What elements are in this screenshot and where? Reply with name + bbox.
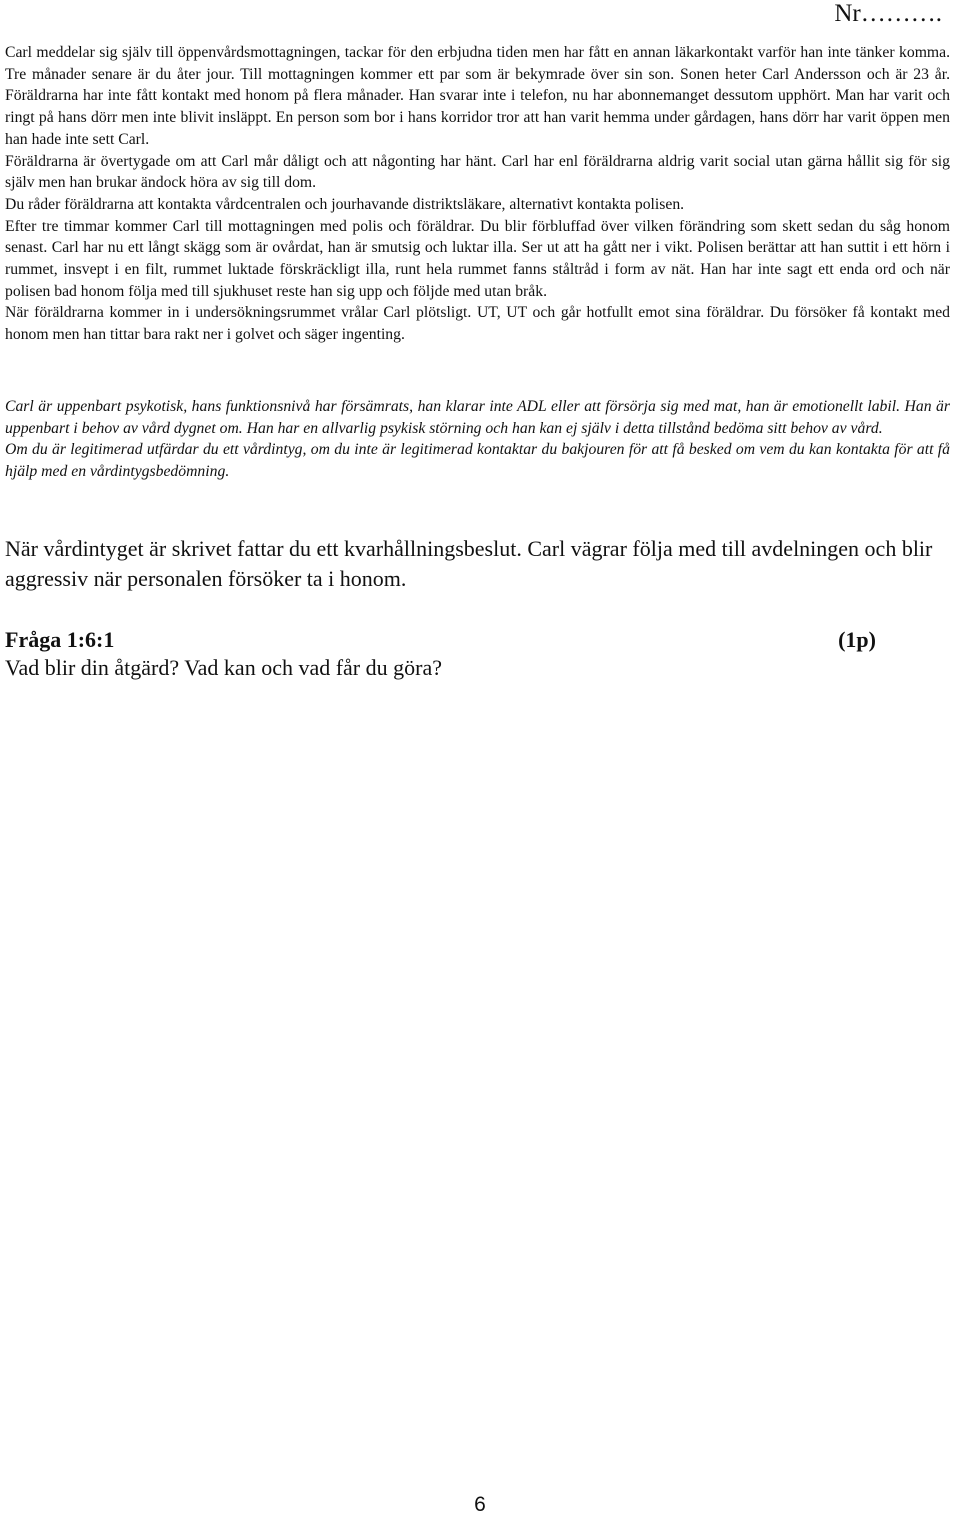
assessment-paragraph: Om du är legitimerad utfärdar du ett vårdintyg, om du inte är legitimerad kontaktar du bakjouren för att få besked om vem du kan kontakta för att få hjälp med en vårdintygsbedömning. <box>5 441 950 481</box>
question-header <box>5 625 876 655</box>
case-description <box>5 42 950 346</box>
case-paragraph: Föräldrarna är övertygade om att Carl mår dåligt och att någonting har hänt. Carl har enl föräldrarna aldrig varit social utan gärna hållit sig för sig själv men han brukar ändock höra av sig till dom. <box>5 152 950 192</box>
nr-field: Nr………. <box>834 0 942 27</box>
case-paragraph: När föräldrarna kommer in i undersökningsrummet vrålar Carl plötsligt. UT, UT och går hotfullt emot sina föräldrar. Du försöker få kontakt med honom men han tittar bara rakt ner i golvet och säger ingenting. <box>5 304 950 344</box>
case-paragraph: Efter tre timmar kommer Carl till mottagningen med polis och föräldrar. Du blir förbluffad över vilken förändring som skett sedan du såg honom senast. Carl har nu ett långt skägg som är ovårdat, han är smutsig och luktar illa. Ser ut att ha gått ner i vikt. Polisen berättar att han suttit i ett hörn i rummet, insvept i en filt, rummet luktade förskräckligt illa, runt hela rummet fanns ståltråd i form av nät. Han har inte sagt ett enda ord och när polisen bad honom följa med till sjukhuset reste han sig upp och följde med utan bråk. <box>5 217 950 300</box>
question-label: Fråga 1:6:1 <box>5 627 115 652</box>
assessment-text <box>5 396 950 483</box>
assessment-paragraph: Carl är uppenbart psykotisk, hans funktionsnivå har försämrats, han klarar inte ADL eller att försörja sig med mat, han är emotionellt labil. Han är uppenbart i behov av vård dygnet om. Han har en allvarlig psykisk störning och han kan ej själv i detta tillstånd bedöma sitt behov av vård. <box>5 398 950 437</box>
case-paragraph: Du råder föräldrarna att kontakta vårdcentralen och jourhavande distriktsläkare, alternativt kontakta polisen. <box>5 195 685 213</box>
scenario-text <box>5 534 950 594</box>
page-number: 6 <box>474 1493 486 1516</box>
question-points: (1p) <box>838 627 876 652</box>
scenario-paragraph: När vårdintyget är skrivet fattar du ett kvarhållningsbeslut. Carl vägrar följa med till avdelningen och blir aggressiv när personalen försöker ta i honom. <box>5 536 933 591</box>
question-text: Vad blir din åtgärd? Vad kan och vad får du göra? <box>5 655 442 680</box>
case-paragraph: Carl meddelar sig själv till öppenvårdsmottagningen, tackar för den erbjudna tiden men har fått en annan läkarkontakt varför han inte tänker komma. Tre månader senare är du åter jour. Till mottagningen kommer ett par som är bekymrade över sin son. Sonen heter Carl Andersson och är 23 år. Föräldrarna har inte fått kontakt med honom på flera månader. Han svarar inte i telefon, nu har abonnemanget dessutom upphört. Man har varit och ringt på hans dörr men inte blivit insläppt. En person som bor i hans korridor tror att han varit hemma under gårdagen, hans dörr har varit öppen men han hade inte sett Carl. <box>5 44 950 148</box>
